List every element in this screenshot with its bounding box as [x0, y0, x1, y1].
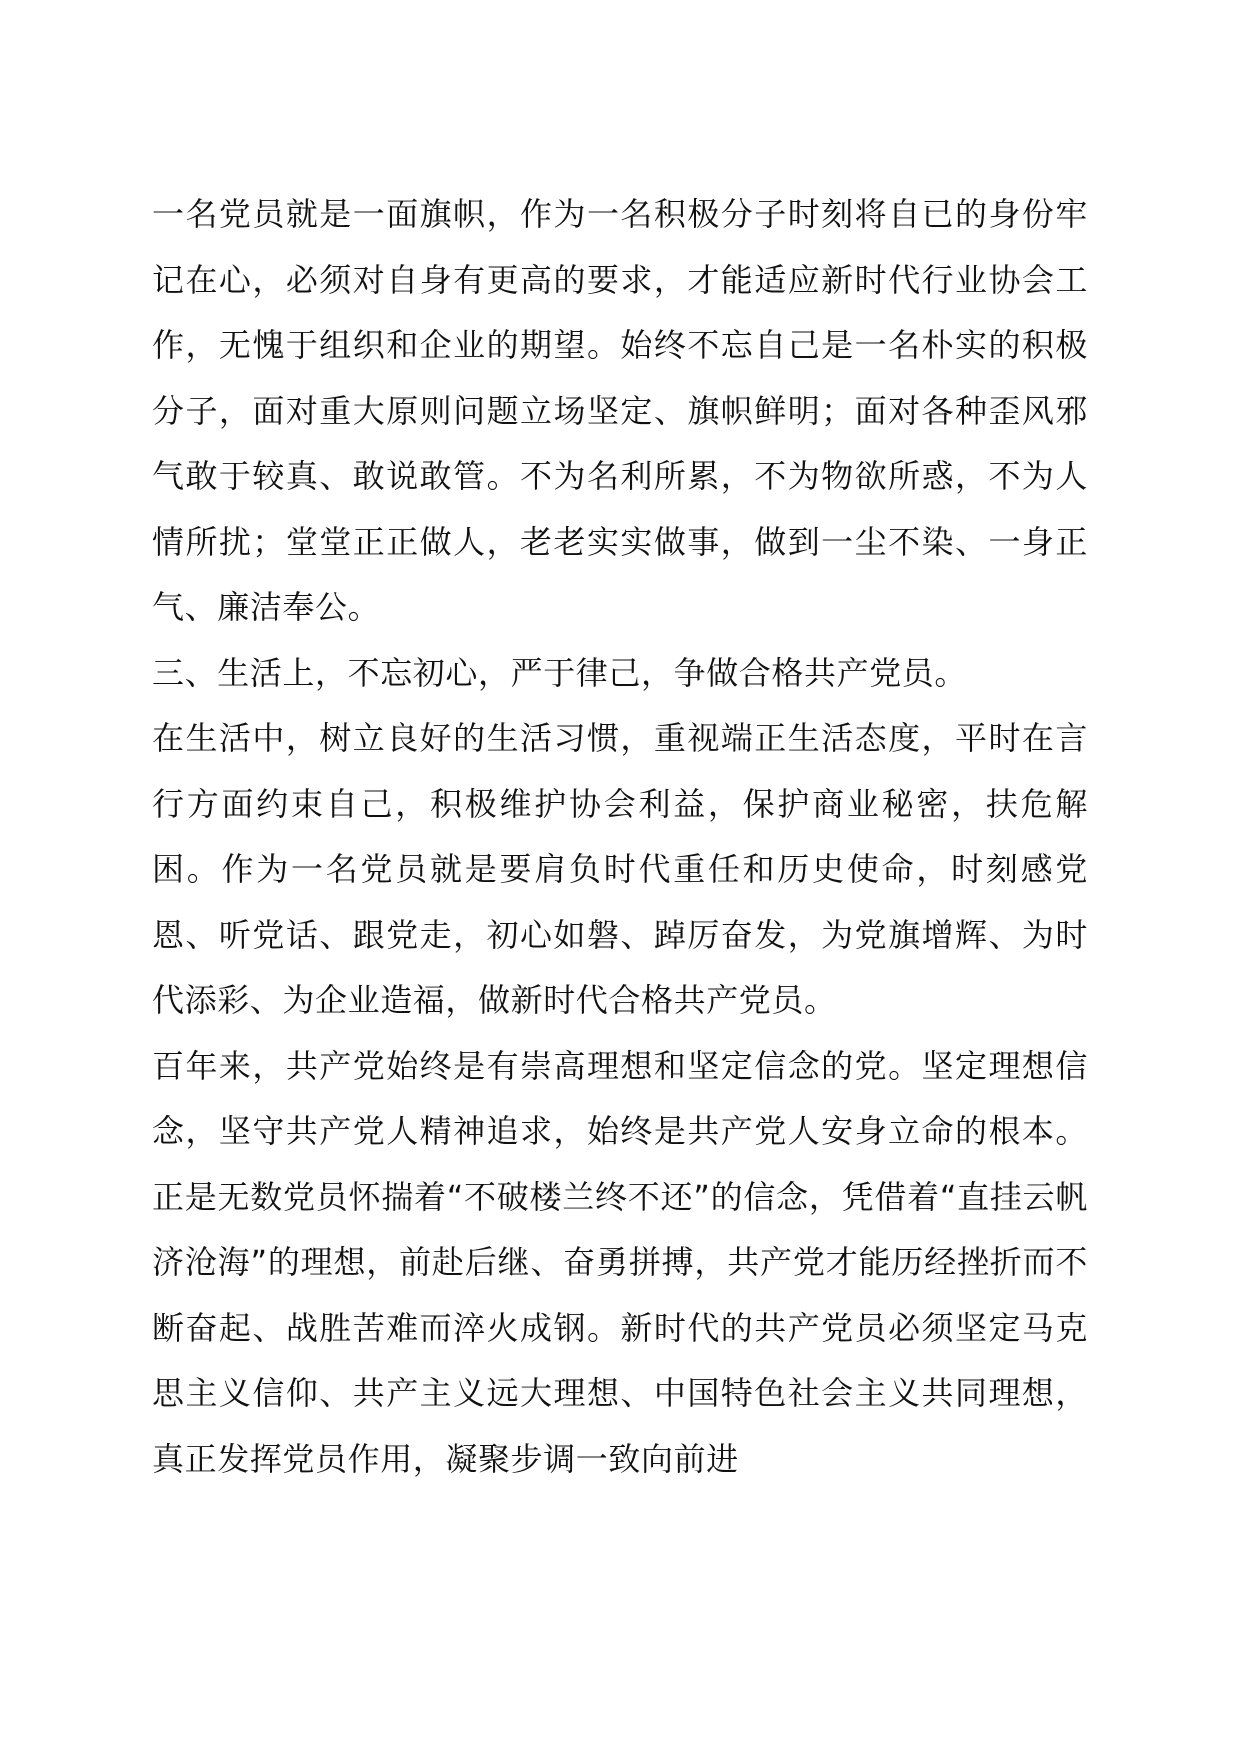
- section-heading-life: 三、生活上，不忘初心，严于律己，争做合格共产党员。: [152, 653, 968, 692]
- paragraph-century-ideals: 百年来，共产党始终是有崇高理想和坚定信念的党。坚定理想信念，坚守共产党人精神追求，始终是共产党人安身立命的根本。正是无数党员怀揣着“不破楼兰终不还”的信念，凭借着“直挂云帆济沧海”的理想，前赴后继、奋勇拼搏，共产党才能历经挫折而不断奋起、战胜苦难而淬火成钢。新时代的共产党员必须坚定马克思主义信仰、共产主义远大理想、中国特色社会主义共同理想，真正发挥党员作用，凝聚步调一致向前进: [152, 1046, 1088, 1478]
- paragraph-party-member-banner: 一名党员就是一面旗帜，作为一名积极分子时刻将自已的身份牢记在心，必须对自身有更高的要求，才能适应新时代行业协会工作，无愧于组织和企业的期望。始终不忘自己是一名朴实的积极分子，面对重大原则问题立场坚定、旗帜鲜明；面对各种歪风邪气敢于较真、敢说敢管。不为名利所累，不为物欲所惑，不为人情所扰；堂堂正正做人，老老实实做事，做到一尘不染、一身正气、廉洁奉公。: [152, 195, 1088, 626]
- paragraph-daily-life: 在生活中，树立良好的生活习惯，重视端正生活态度，平时在言行方面约束自己，积极维护协会利益，保护商业秘密，扶危解困。作为一名党员就是要肩负时代重任和历史使命，时刻感党恩、听党话、跟党走，初心如磐、踔厉奋发，为党旗增辉、为时代添彩、为企业造福，做新时代合格共产党员。: [152, 719, 1088, 1019]
- document-body: [152, 182, 1088, 1492]
